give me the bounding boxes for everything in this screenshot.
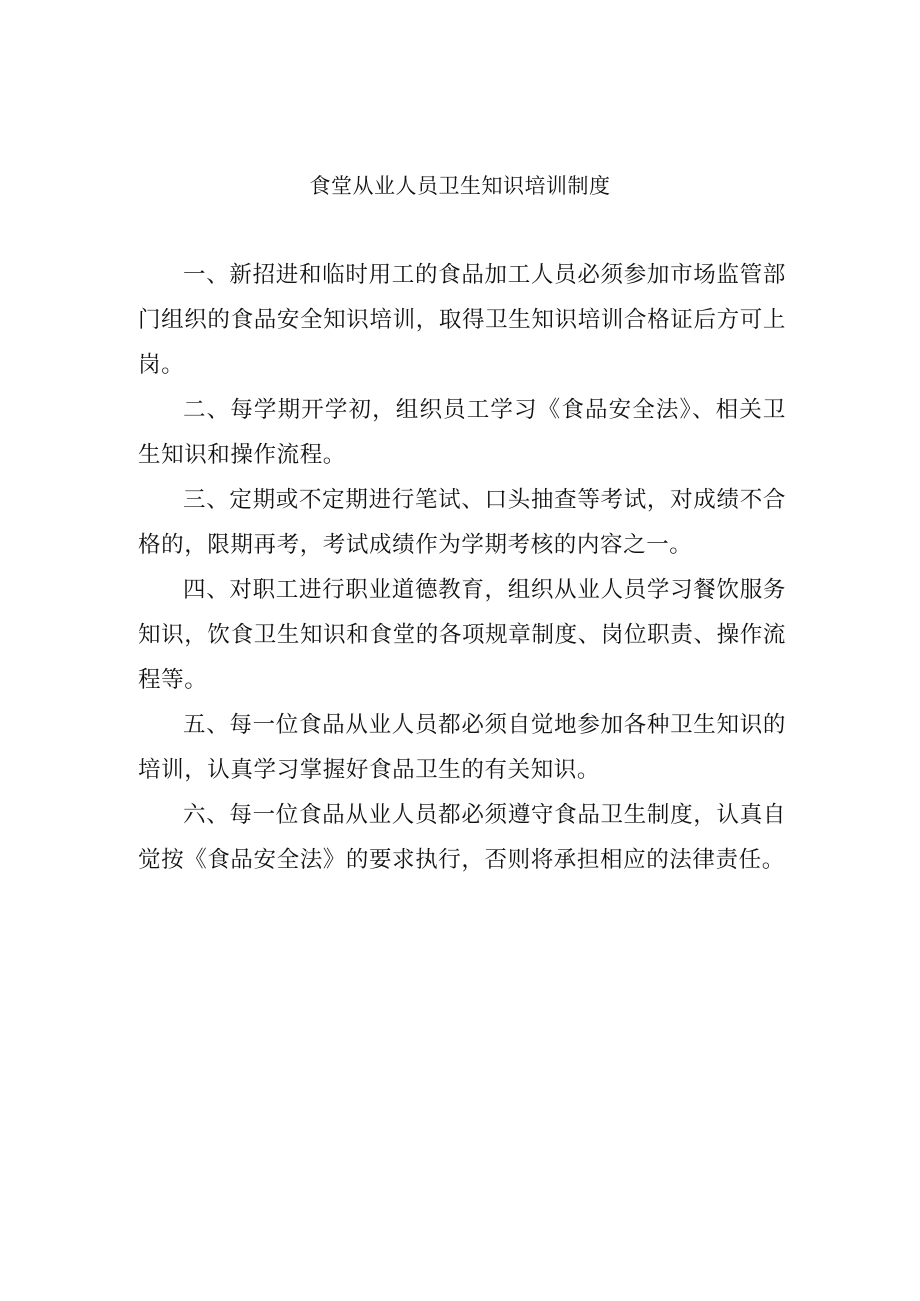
paragraph-2: 二、每学期开学初，组织员工学习《食品安全法》、相关卫生知识和操作流程。: [138, 397, 786, 468]
paragraph-3: 三、定期或不定期进行笔试、口头抽查等考试，对成绩不合格的，限期再考，考试成绩作为学期考核的内容之一。: [138, 487, 786, 558]
paragraph-6: 六、每一位食品从业人员都必须遵守食品卫生制度，认真自觉按《食品安全法》的要求执行，否则将承担相应的法律责任。: [138, 802, 786, 873]
document-title: 食堂从业人员卫生知识培训制度: [309, 174, 611, 198]
paragraph-5: 五、每一位食品从业人员都必须自觉地参加各种卫生知识的培训，认真学习掌握好食品卫生的有关知识。: [138, 712, 786, 783]
paragraph-4: 四、对职工进行职业道德教育，组织从业人员学习餐饮服务知识，饮食卫生知识和食堂的各项规章制度、岗位职责、操作流程等。: [138, 577, 786, 693]
document-body: [138, 253, 786, 883]
paragraph-1: 一、新招进和临时用工的食品加工人员必须参加市场监管部门组织的食品安全知识培训，取得卫生知识培训合格证后方可上岗。: [138, 262, 786, 378]
